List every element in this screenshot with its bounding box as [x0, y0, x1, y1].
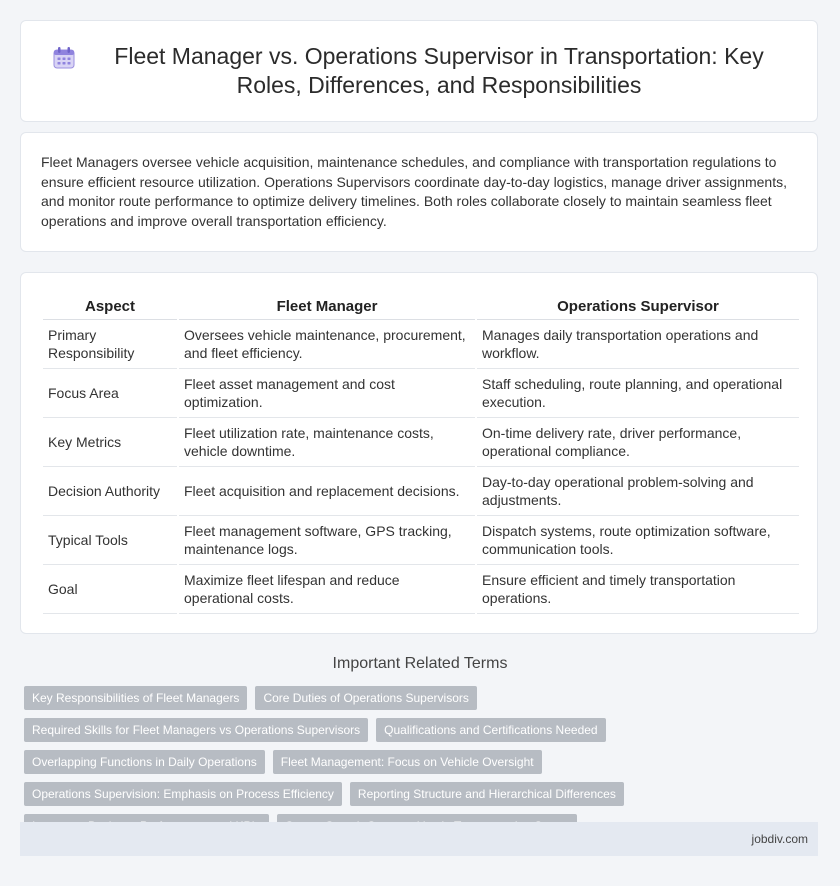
intro-paragraph: Fleet Managers oversee vehicle acquisition, maintenance schedules, and compliance with transportation regulations to ensure efficient resource utilization. Operations Supervisors coordinate day-to-day logistics, manage driver assignments, and monitor route performance to optimize delivery timelines. Both roles collaborate closely to maintain seamless fleet operations and improve overall transportation efficiency. — [41, 154, 787, 229]
fleet-manager-cell: Fleet asset management and cost optimization. — [178, 369, 476, 418]
header-card — [20, 20, 818, 122]
fleet-manager-cell: Fleet acquisition and replacement decisions. — [178, 467, 476, 516]
aspect-cell: Goal — [43, 565, 178, 614]
column-header-aspect: Aspect — [43, 295, 178, 320]
aspect-cell: Focus Area — [43, 369, 178, 418]
table-row — [43, 467, 799, 516]
related-term-tag[interactable]: Core Duties of Operations Supervisors — [255, 686, 476, 710]
footer — [20, 822, 818, 856]
calendar-icon — [51, 45, 77, 71]
table-header-row — [43, 295, 799, 320]
related-term-tag[interactable]: Qualifications and Certifications Needed — [376, 718, 605, 742]
related-terms-heading: Important Related Terms — [332, 655, 508, 672]
column-header-fleet-manager: Fleet Manager — [178, 295, 476, 320]
fleet-manager-cell: Fleet utilization rate, maintenance costs, vehicle downtime. — [178, 418, 476, 467]
related-term-tag[interactable]: Fleet Management: Focus on Vehicle Oversight — [273, 750, 542, 774]
table-row — [43, 565, 799, 614]
aspect-cell: Key Metrics — [43, 418, 178, 467]
operations-supervisor-cell: On-time delivery rate, driver performance, operational compliance. — [476, 418, 799, 467]
table-row — [43, 516, 799, 565]
table-row — [43, 418, 799, 467]
operations-supervisor-cell: Manages daily transportation operations and workflow. — [476, 320, 799, 369]
related-term-tag[interactable]: Key Responsibilities of Fleet Managers — [24, 686, 247, 710]
comparison-card — [20, 272, 818, 634]
aspect-cell: Decision Authority — [43, 467, 178, 516]
related-term-tag[interactable]: Required Skills for Fleet Managers vs Operations Supervisors — [24, 718, 368, 742]
operations-supervisor-cell: Day-to-day operational problem-solving and adjustments. — [476, 467, 799, 516]
table-row — [43, 369, 799, 418]
fleet-manager-cell: Fleet management software, GPS tracking, maintenance logs. — [178, 516, 476, 565]
operations-supervisor-cell: Ensure efficient and timely transportation operations. — [476, 565, 799, 614]
fleet-manager-cell: Maximize fleet lifespan and reduce operational costs. — [178, 565, 476, 614]
aspect-cell: Primary Responsibility — [43, 320, 178, 369]
fleet-manager-cell: Oversees vehicle maintenance, procurement, and fleet efficiency. — [178, 320, 476, 369]
intro-card — [20, 132, 818, 252]
footer-site-link[interactable]: jobdiv.com — [751, 832, 808, 846]
column-header-operations-supervisor: Operations Supervisor — [476, 295, 799, 320]
related-term-tag[interactable]: Overlapping Functions in Daily Operations — [24, 750, 265, 774]
operations-supervisor-cell: Dispatch systems, route optimization software, communication tools. — [476, 516, 799, 565]
related-term-tag[interactable]: Reporting Structure and Hierarchical Differences — [350, 782, 624, 806]
related-term-tag[interactable]: Operations Supervision: Emphasis on Process Efficiency — [24, 782, 342, 806]
page-title: Fleet Manager vs. Operations Supervisor in Transportation: Key Roles, Differences, and Responsibilities — [114, 43, 764, 98]
table-row — [43, 320, 799, 369]
aspect-cell: Typical Tools — [43, 516, 178, 565]
comparison-table — [43, 295, 799, 614]
operations-supervisor-cell: Staff scheduling, route planning, and operational execution. — [476, 369, 799, 418]
